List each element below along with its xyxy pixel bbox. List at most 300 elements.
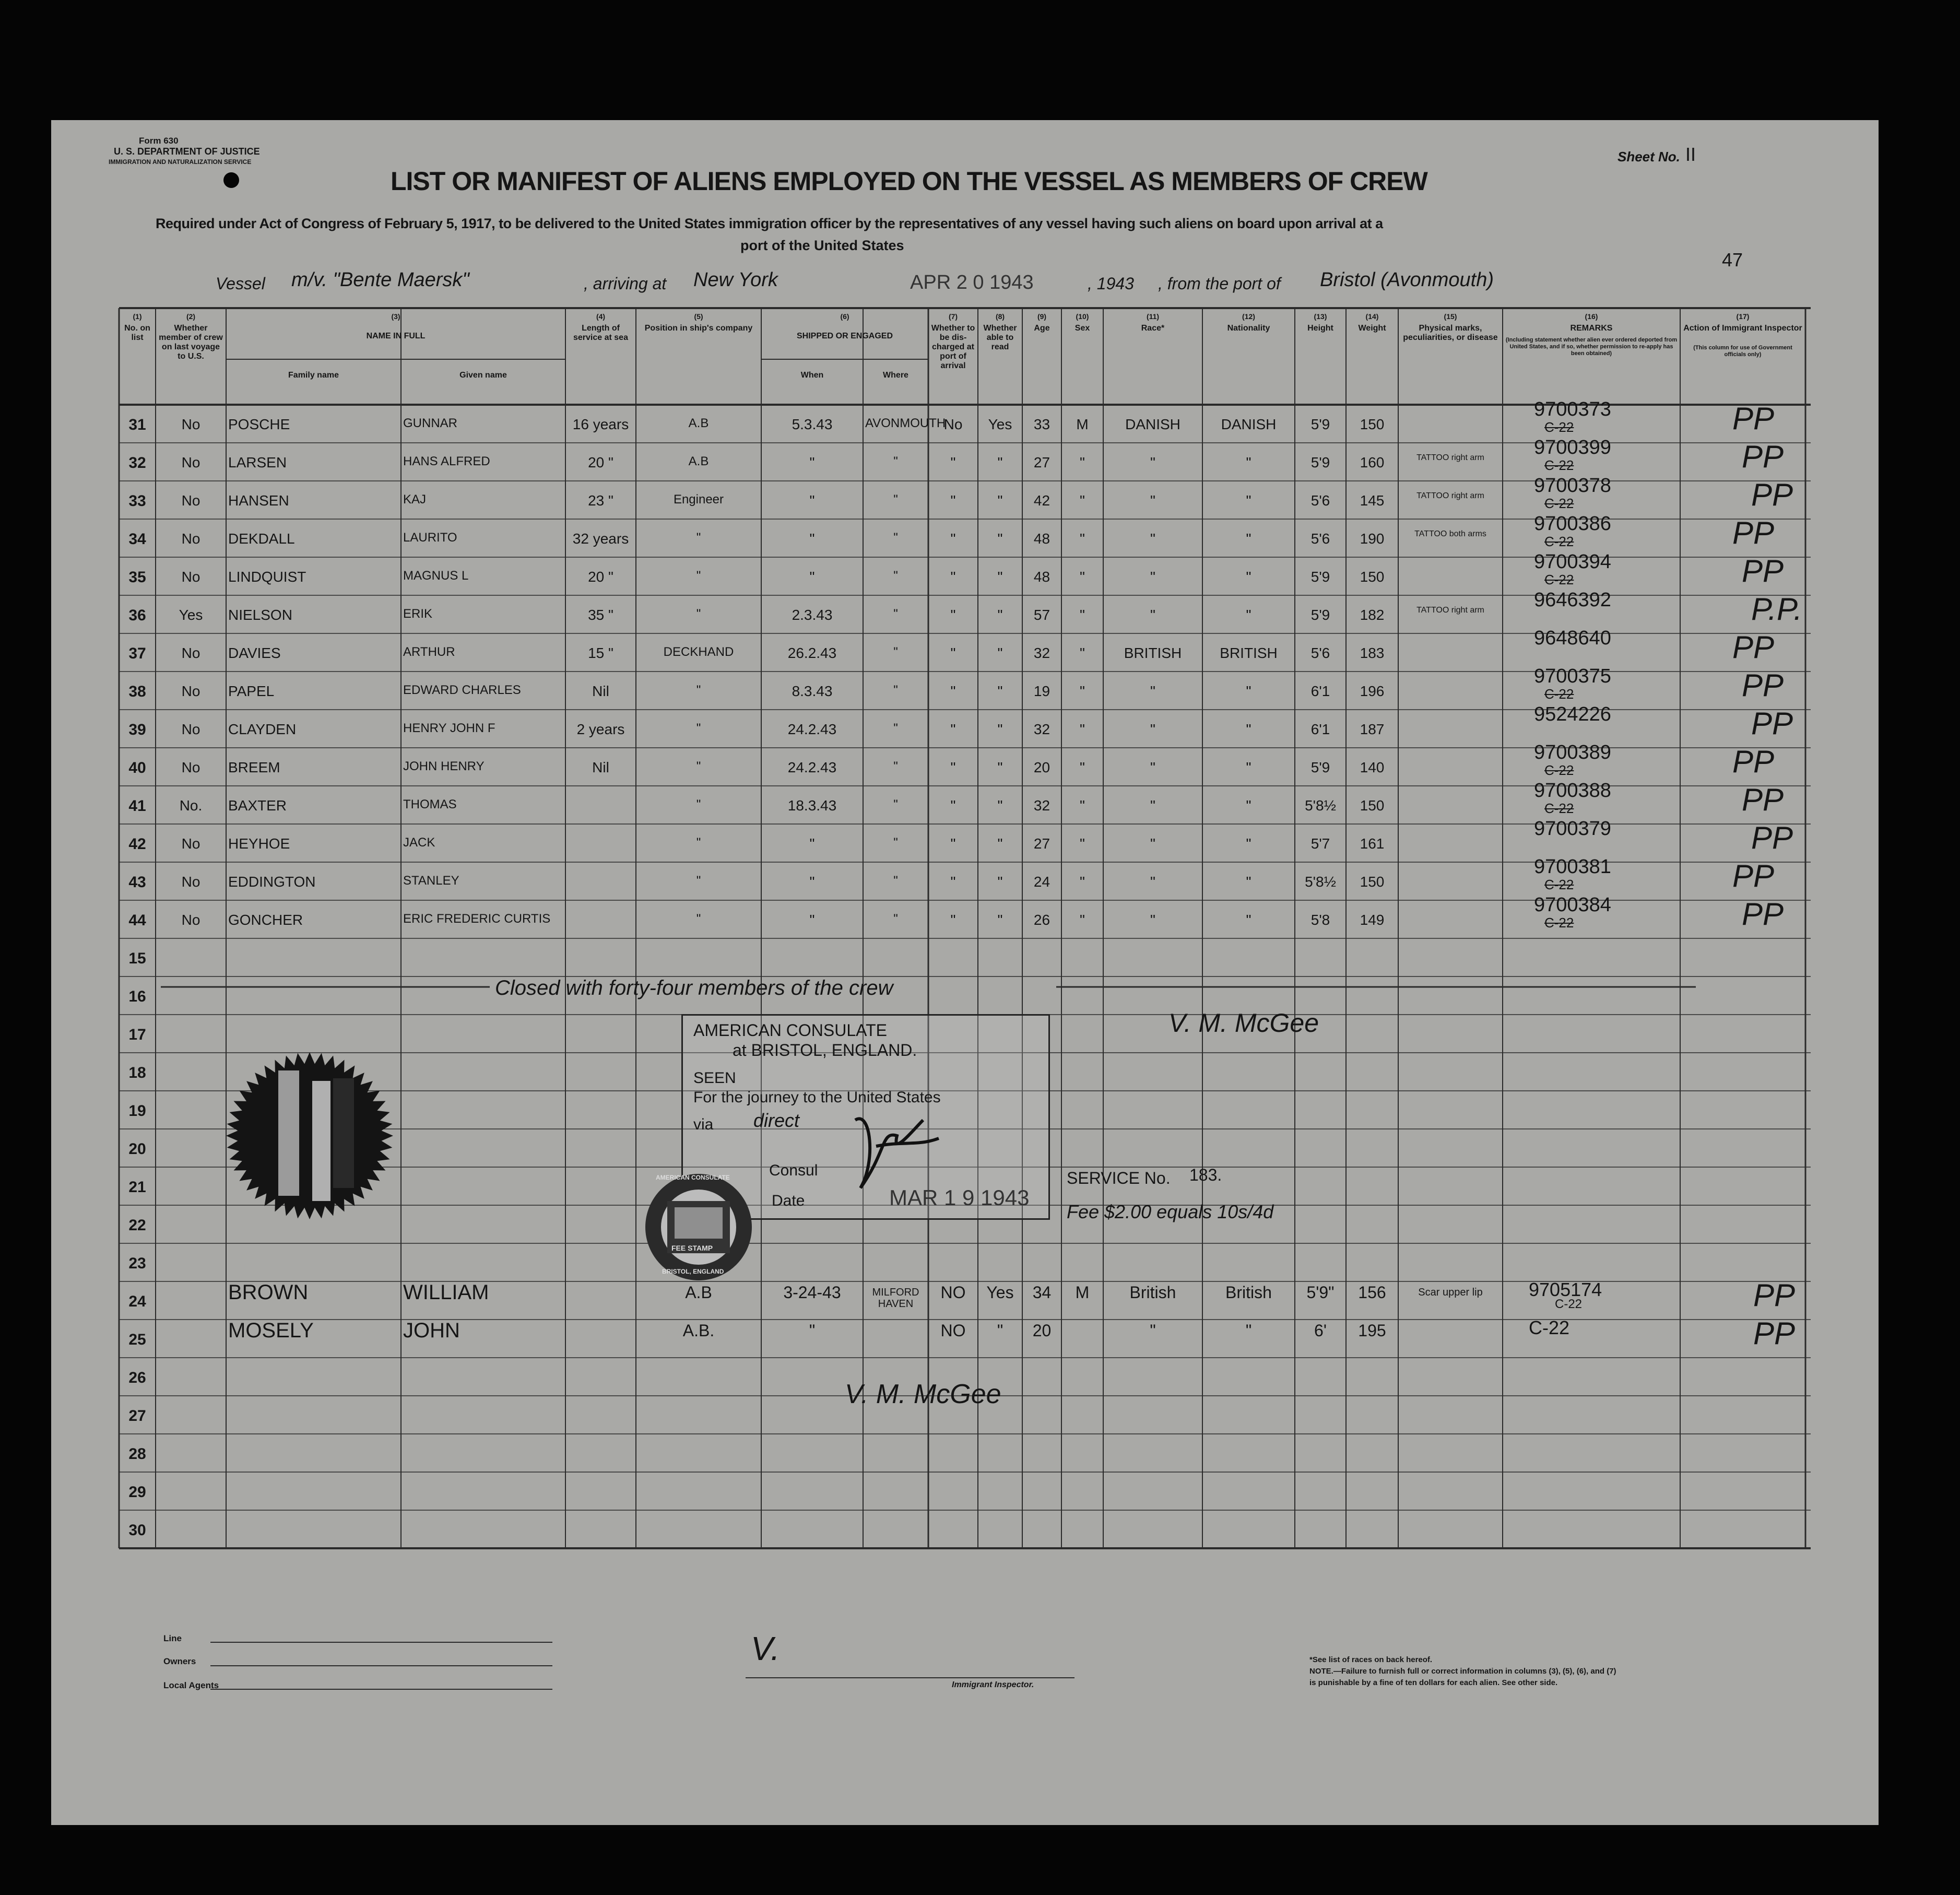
cell-remark: 9646392 bbox=[1534, 589, 1611, 611]
cell-remark-code: C-22 bbox=[1544, 496, 1574, 511]
consulate-line-2: at BRISTOL, ENGLAND. bbox=[733, 1041, 917, 1060]
cell-remark: 9700386 bbox=[1534, 513, 1611, 535]
cell-nat: " bbox=[1246, 569, 1251, 585]
cell-given: JOHN HENRY bbox=[403, 759, 485, 773]
cell-marks: TATTOO right arm bbox=[1416, 606, 1484, 615]
header-c12: Nationality bbox=[1227, 324, 1270, 333]
cell-height: 5'9 bbox=[1310, 759, 1330, 775]
cell-given: STANLEY bbox=[403, 874, 459, 888]
added-cell-when: " bbox=[809, 1321, 816, 1340]
cell-given: HANS ALFRED bbox=[403, 454, 490, 468]
cell-position: DECKHAND bbox=[663, 645, 734, 659]
cell-prev: No bbox=[181, 835, 200, 852]
cell-height: 5'8½ bbox=[1305, 874, 1336, 890]
added-cell-when: 3-24-43 bbox=[783, 1283, 841, 1302]
added-cell-remark: 9705174 bbox=[1529, 1279, 1602, 1300]
cell-action: PP bbox=[1732, 630, 1775, 665]
cell-height: 5'9 bbox=[1310, 569, 1330, 585]
cell-disch: " bbox=[950, 607, 956, 623]
cell-race: " bbox=[1150, 531, 1155, 547]
cell-remark-code: C-22 bbox=[1544, 534, 1574, 549]
cell-read: " bbox=[997, 835, 1003, 852]
row-number: 19 bbox=[128, 1102, 146, 1120]
sheet-label: Sheet No. bbox=[1617, 149, 1680, 164]
footer-agents-label: Local Agents bbox=[163, 1680, 219, 1690]
header-c3-num: (3) bbox=[391, 312, 400, 321]
cell-position: " bbox=[696, 759, 701, 773]
cell-remark-code: C-22 bbox=[1544, 801, 1574, 816]
cell-race: " bbox=[1150, 454, 1155, 470]
added-cell-age: 34 bbox=[1032, 1283, 1052, 1302]
cell-sex: " bbox=[1080, 645, 1085, 661]
cell-position: " bbox=[696, 912, 701, 926]
cell-disch: " bbox=[950, 835, 956, 852]
cell-position: " bbox=[696, 797, 701, 811]
cell-prev: No bbox=[181, 912, 200, 928]
cell-position: " bbox=[696, 874, 701, 888]
cell-action: PP bbox=[1732, 515, 1775, 550]
cell-remark: 9700388 bbox=[1534, 780, 1611, 802]
header-c15: Physical marks, peculiarities, or disease bbox=[1403, 324, 1498, 342]
cell-weight: 160 bbox=[1360, 454, 1385, 470]
added-cell-height: 6' bbox=[1314, 1321, 1327, 1340]
row-number: 27 bbox=[128, 1407, 146, 1425]
header-c5: Position in ship's company bbox=[644, 324, 753, 333]
cell-service: Nil bbox=[592, 759, 609, 775]
row-number: 16 bbox=[128, 988, 146, 1005]
consulate-line-1: AMERICAN CONSULATE bbox=[693, 1021, 888, 1040]
cell-when: 26.2.43 bbox=[787, 645, 837, 661]
closing-note: Closed with forty-four members of the crew bbox=[495, 976, 893, 999]
cell-remark-code: C-22 bbox=[1544, 457, 1574, 473]
cell-position: " bbox=[696, 569, 701, 583]
page-title: LIST OR MANIFEST OF ALIENS EMPLOYED ON THE VESSEL AS MEMBERS OF CREW bbox=[391, 167, 1427, 196]
master-signature: V. M. McGee bbox=[1168, 1008, 1319, 1038]
service-number-label: SERVICE No. bbox=[1067, 1169, 1171, 1187]
cell-prev: No bbox=[181, 569, 200, 585]
consul-label: Consul bbox=[769, 1162, 818, 1179]
header-c8-num: (8) bbox=[995, 312, 1005, 321]
row-number: 18 bbox=[128, 1064, 146, 1081]
cell-age: 32 bbox=[1033, 797, 1050, 814]
row-number: 23 bbox=[128, 1255, 146, 1272]
cell-prev: No bbox=[181, 759, 200, 775]
cell-sex: " bbox=[1080, 721, 1085, 737]
row-number: 17 bbox=[128, 1026, 146, 1043]
cell-remark-code: C-22 bbox=[1544, 686, 1574, 702]
added-cell-action: PP bbox=[1753, 1316, 1796, 1351]
cell-when: 5.3.43 bbox=[792, 416, 833, 432]
cell-race: " bbox=[1150, 569, 1155, 585]
added-cell-family: MOSELY bbox=[228, 1319, 314, 1342]
cell-disch: " bbox=[950, 645, 956, 661]
header-c1: No. on list bbox=[124, 324, 150, 342]
row-number: 25 bbox=[128, 1331, 146, 1348]
cell-when: " bbox=[809, 835, 815, 852]
header-c4: Length of service at sea bbox=[573, 324, 628, 342]
row-number: 15 bbox=[128, 950, 146, 967]
cell-age: 48 bbox=[1033, 569, 1050, 585]
cell-service: 23 " bbox=[588, 492, 613, 509]
cell-age: 19 bbox=[1033, 683, 1050, 699]
cell-where: " bbox=[893, 454, 898, 468]
header-remarks-sub: (Including statement whether alien ever ordered deported from United States, and if so, whether permission to re-apply has been obtained) bbox=[1505, 337, 1678, 357]
cell-disch: " bbox=[950, 721, 956, 737]
cell-given: EDWARD CHARLES bbox=[403, 683, 521, 697]
cell-read: " bbox=[997, 683, 1003, 699]
added-cell-position: A.B. bbox=[682, 1321, 715, 1340]
punch-hole bbox=[223, 172, 239, 188]
header-when: When bbox=[800, 371, 824, 380]
cell-race: " bbox=[1150, 912, 1155, 928]
cell-where: " bbox=[893, 721, 898, 735]
cell-race: " bbox=[1150, 874, 1155, 890]
cell-nat: " bbox=[1246, 531, 1251, 547]
cell-read: Yes bbox=[988, 416, 1012, 432]
cell-weight: 161 bbox=[1360, 835, 1385, 852]
added-cell-disch: NO bbox=[940, 1283, 966, 1302]
cell-height: 5'8½ bbox=[1305, 797, 1336, 814]
cell-service: Nil bbox=[592, 683, 609, 699]
cell-age: 27 bbox=[1033, 454, 1050, 470]
added-cell-family: BROWN bbox=[228, 1281, 309, 1304]
cell-nat: " bbox=[1246, 454, 1251, 470]
cell-remark: 9700399 bbox=[1534, 437, 1611, 458]
cell-position: A.B bbox=[688, 454, 709, 468]
cell-service: 20 " bbox=[588, 454, 613, 470]
cell-family: BAXTER bbox=[228, 797, 287, 814]
row-number: 30 bbox=[128, 1522, 146, 1539]
subtitle-line-1: Required under Act of Congress of February 5, 1917, to be delivered to the United States immigration officer by the representatives of any vessel having such aliens on board upon arrival at a bbox=[156, 216, 1383, 231]
cell-when: 24.2.43 bbox=[787, 721, 837, 737]
added-cell-weight: 156 bbox=[1358, 1283, 1386, 1302]
cell-no: 35 bbox=[128, 569, 146, 586]
cell-prev: No bbox=[181, 721, 200, 737]
cell-remark-code: C-22 bbox=[1544, 877, 1574, 892]
subtitle-line-2: port of the United States bbox=[740, 238, 904, 253]
cell-service: 15 " bbox=[588, 645, 613, 661]
cell-marks: TATTOO both arms bbox=[1414, 529, 1486, 538]
cell-nat: DANISH bbox=[1221, 416, 1277, 432]
cell-read: " bbox=[997, 759, 1003, 775]
cell-service: 32 years bbox=[572, 531, 629, 547]
added-cell-remark: C-22 bbox=[1529, 1317, 1570, 1338]
cell-remark-code: C-22 bbox=[1544, 762, 1574, 778]
from-label: , from the port of bbox=[1158, 274, 1281, 293]
header-action-sub: (This column for use of Government officials only) bbox=[1693, 345, 1792, 358]
cell-age: 20 bbox=[1033, 759, 1050, 775]
cell-no: 31 bbox=[128, 416, 146, 433]
cell-remark: 9700394 bbox=[1534, 551, 1611, 573]
cell-race: " bbox=[1150, 835, 1155, 852]
cell-position: " bbox=[696, 683, 701, 697]
cell-read: " bbox=[997, 531, 1003, 547]
cell-when: " bbox=[809, 874, 815, 890]
cell-where: " bbox=[893, 607, 898, 621]
consul-signature bbox=[840, 1099, 944, 1204]
cell-when: " bbox=[809, 454, 815, 470]
cell-disch: " bbox=[950, 874, 956, 890]
header-c5-num: (5) bbox=[694, 312, 703, 321]
cell-remark-code: C-22 bbox=[1544, 419, 1574, 435]
cell-prev: No bbox=[181, 416, 200, 432]
header-c2: Whether member of crew on last voyage to U.S. bbox=[159, 324, 223, 361]
cell-no: 43 bbox=[128, 874, 146, 891]
cell-given: JACK bbox=[403, 835, 435, 850]
added-cell-remark-code: C-22 bbox=[1555, 1297, 1583, 1311]
added-cell-race: British bbox=[1129, 1283, 1176, 1302]
added-cell-marks: Scar upper lip bbox=[1418, 1287, 1483, 1298]
cell-where: " bbox=[893, 835, 898, 850]
cell-position: Engineer bbox=[673, 492, 724, 507]
arriving-label: , arriving at bbox=[584, 274, 667, 293]
cell-when: 18.3.43 bbox=[787, 797, 837, 814]
cell-family: GONCHER bbox=[228, 912, 303, 928]
cell-weight: 183 bbox=[1360, 645, 1385, 661]
cell-position: " bbox=[696, 607, 701, 621]
cell-no: 37 bbox=[128, 645, 146, 662]
cell-remark: 9700389 bbox=[1534, 741, 1611, 763]
added-cell-disch: NO bbox=[940, 1321, 966, 1340]
cell-when: 24.2.43 bbox=[787, 759, 837, 775]
cell-action: PP bbox=[1751, 706, 1793, 741]
cell-prev: No. bbox=[179, 797, 203, 814]
header-c7-num: (7) bbox=[948, 312, 958, 321]
cell-nat: " bbox=[1246, 874, 1251, 890]
cell-position: " bbox=[696, 835, 701, 850]
cell-disch: " bbox=[950, 492, 956, 509]
cell-weight: 150 bbox=[1360, 416, 1385, 432]
vessel-value: m/v. "Bente Maersk" bbox=[291, 269, 469, 291]
cell-family: PAPEL bbox=[228, 683, 275, 699]
cell-where: " bbox=[893, 797, 898, 811]
row-number: 29 bbox=[128, 1484, 146, 1501]
cell-when: " bbox=[809, 492, 815, 509]
cell-family: LARSEN bbox=[228, 454, 287, 470]
cell-read: " bbox=[997, 454, 1003, 470]
cell-nat: BRITISH bbox=[1220, 645, 1278, 661]
page-number: 47 bbox=[1722, 249, 1743, 270]
cell-when: " bbox=[809, 912, 815, 928]
cell-action: PP bbox=[1751, 477, 1793, 512]
cell-age: 32 bbox=[1033, 721, 1050, 737]
seen-label: SEEN bbox=[693, 1069, 736, 1087]
cell-family: CLAYDEN bbox=[228, 721, 297, 737]
cell-height: 5'6 bbox=[1310, 531, 1330, 547]
cell-read: " bbox=[997, 721, 1003, 737]
cell-disch: " bbox=[950, 912, 956, 928]
cell-given: ARTHUR bbox=[403, 645, 455, 659]
cell-remark: 9648640 bbox=[1534, 627, 1611, 649]
cell-service: 2 years bbox=[576, 721, 625, 737]
inspector-label: Immigrant Inspector. bbox=[952, 1680, 1034, 1689]
row-number: 24 bbox=[128, 1293, 146, 1310]
cell-disch: " bbox=[950, 683, 956, 699]
cell-given: MAGNUS L bbox=[403, 569, 469, 583]
cell-when: " bbox=[809, 531, 815, 547]
header-c2-num: (2) bbox=[186, 312, 196, 321]
cell-remark-code: C-22 bbox=[1544, 572, 1574, 587]
cell-when: 2.3.43 bbox=[792, 607, 833, 623]
header-c10-num: (10) bbox=[1076, 312, 1089, 321]
cell-age: 33 bbox=[1033, 416, 1050, 432]
cell-where: " bbox=[893, 492, 898, 507]
cell-sex: " bbox=[1080, 492, 1085, 509]
cell-sex: " bbox=[1080, 835, 1085, 852]
added-cell-weight: 195 bbox=[1358, 1321, 1386, 1340]
cell-height: 5'6 bbox=[1310, 645, 1330, 661]
cell-family: DEKDALL bbox=[228, 531, 295, 547]
cell-where: " bbox=[893, 645, 898, 659]
cell-action: PP bbox=[1742, 897, 1784, 932]
cell-no: 41 bbox=[128, 797, 146, 815]
form-number: Form 630 bbox=[139, 136, 179, 146]
added-cell-nat: " bbox=[1245, 1321, 1252, 1340]
footer-line-label: Line bbox=[163, 1633, 182, 1643]
header-c11: Race* bbox=[1141, 324, 1165, 333]
cell-weight: 149 bbox=[1360, 912, 1385, 928]
cell-disch: " bbox=[950, 454, 956, 470]
cell-height: 5'9 bbox=[1310, 416, 1330, 432]
cell-read: " bbox=[997, 645, 1003, 661]
cell-given: KAJ bbox=[403, 492, 427, 507]
cell-race: BRITISH bbox=[1124, 645, 1182, 661]
cell-disch: " bbox=[950, 569, 956, 585]
cell-height: 5'6 bbox=[1310, 492, 1330, 509]
cell-race: " bbox=[1150, 759, 1155, 775]
header-c3: NAME IN FULL bbox=[366, 332, 426, 340]
cell-action: PP bbox=[1732, 858, 1775, 893]
cell-service: 35 " bbox=[588, 607, 613, 623]
year-label: , 1943 bbox=[1088, 274, 1134, 293]
header-c7: Whether to be dis-charged at port of arrival bbox=[931, 324, 975, 370]
cell-read: " bbox=[997, 912, 1003, 928]
cell-action: PP bbox=[1742, 439, 1784, 474]
cell-read: " bbox=[997, 569, 1003, 585]
via-label: via bbox=[693, 1116, 714, 1133]
cell-race: " bbox=[1150, 492, 1155, 509]
header-c9: Age bbox=[1034, 324, 1050, 333]
department-name: U. S. DEPARTMENT OF JUSTICE bbox=[114, 146, 260, 157]
cell-remark: 9700378 bbox=[1534, 475, 1611, 497]
cell-given: HENRY JOHN F bbox=[403, 721, 495, 735]
cell-sex: M bbox=[1076, 416, 1089, 432]
cell-remark: 9700384 bbox=[1534, 894, 1611, 916]
added-cell-age: 20 bbox=[1032, 1321, 1052, 1340]
cell-action: PP bbox=[1742, 554, 1784, 588]
header-c14: Weight bbox=[1358, 324, 1386, 333]
header-c8: Whether able to read bbox=[983, 324, 1017, 351]
added-cell-position: A.B bbox=[685, 1283, 712, 1302]
cell-action: PP bbox=[1742, 668, 1784, 703]
cell-action: PP bbox=[1751, 820, 1793, 855]
header-c4-num: (4) bbox=[596, 312, 606, 321]
cell-where: " bbox=[893, 912, 898, 926]
header-c16-num: (16) bbox=[1585, 312, 1598, 321]
cell-given: GUNNAR bbox=[403, 416, 458, 430]
added-cell-nat: British bbox=[1225, 1283, 1272, 1302]
cell-read: " bbox=[997, 874, 1003, 890]
cell-remark: 9524226 bbox=[1534, 703, 1611, 725]
cell-remark: 9700381 bbox=[1534, 856, 1611, 878]
cell-family: HEYHOE bbox=[228, 835, 290, 852]
cell-family: NIELSON bbox=[228, 607, 292, 623]
added-cell-read: " bbox=[997, 1321, 1003, 1340]
cell-family: EDDINGTON bbox=[228, 874, 316, 890]
cell-weight: 150 bbox=[1360, 569, 1385, 585]
row-number: 21 bbox=[128, 1179, 146, 1196]
cell-weight: 150 bbox=[1360, 874, 1385, 890]
cell-nat: " bbox=[1246, 492, 1251, 509]
added-cell-race: " bbox=[1150, 1321, 1156, 1340]
cell-read: " bbox=[997, 797, 1003, 814]
cell-remark-code: C-22 bbox=[1544, 915, 1574, 931]
cell-weight: 145 bbox=[1360, 492, 1385, 509]
cell-family: LINDQUIST bbox=[228, 569, 306, 585]
header-c9-num: (9) bbox=[1037, 312, 1047, 321]
footer-note-3: is punishable by a fine of ten dollars for each alien. See other side. bbox=[1309, 1678, 1558, 1687]
cell-weight: 150 bbox=[1360, 797, 1385, 814]
cell-height: 5'9 bbox=[1310, 607, 1330, 623]
cell-read: " bbox=[997, 492, 1003, 509]
cell-marks: TATTOO right arm bbox=[1416, 491, 1484, 500]
cell-sex: " bbox=[1080, 569, 1085, 585]
vessel-label: Vessel bbox=[216, 274, 265, 293]
header-c1-num: (1) bbox=[133, 312, 142, 321]
cell-prev: No bbox=[181, 645, 200, 661]
cell-weight: 187 bbox=[1360, 721, 1385, 737]
cell-height: 5'7 bbox=[1310, 835, 1330, 852]
cell-age: 42 bbox=[1033, 492, 1050, 509]
cell-age: 26 bbox=[1033, 912, 1050, 928]
cell-prev: No bbox=[181, 531, 200, 547]
added-cell-where: MILFORD HAVEN bbox=[872, 1287, 919, 1310]
cell-position: " bbox=[696, 531, 701, 545]
embossed-seal bbox=[221, 1050, 398, 1222]
header-c13: Height bbox=[1307, 324, 1333, 333]
row-number: 28 bbox=[128, 1445, 146, 1463]
row-number: 26 bbox=[128, 1369, 146, 1386]
header-c17-num: (17) bbox=[1736, 312, 1750, 321]
cell-age: 24 bbox=[1033, 874, 1050, 890]
row-number: 22 bbox=[128, 1217, 146, 1234]
cell-race: DANISH bbox=[1125, 416, 1180, 432]
cell-remark: 9700375 bbox=[1534, 665, 1611, 687]
header-c6-num: (6) bbox=[840, 312, 849, 321]
fee-stamp-label: FEE STAMP bbox=[671, 1244, 713, 1252]
cell-no: 36 bbox=[128, 607, 146, 624]
cell-action: P.P. bbox=[1751, 592, 1802, 627]
cell-disch: No bbox=[943, 416, 963, 432]
cell-where: " bbox=[893, 759, 898, 773]
cell-sex: " bbox=[1080, 607, 1085, 623]
cell-sex: " bbox=[1080, 874, 1085, 890]
header-c17: Action of Immigrant Inspector bbox=[1683, 324, 1802, 333]
cell-given: ERIK bbox=[403, 607, 433, 621]
via-value: direct bbox=[753, 1110, 800, 1131]
cell-height: 6'1 bbox=[1310, 721, 1330, 737]
manifest-sheet bbox=[51, 120, 1879, 1825]
cell-marks: TATTOO right arm bbox=[1416, 453, 1484, 462]
header-c16: REMARKS bbox=[1570, 324, 1613, 333]
cell-position: " bbox=[696, 721, 701, 735]
stamp-date-value: MAR 1 9 1943 bbox=[889, 1185, 1030, 1210]
cell-weight: 140 bbox=[1360, 759, 1385, 775]
header-where: Where bbox=[883, 371, 908, 380]
header-family-name: Family name bbox=[288, 371, 339, 380]
cell-race: " bbox=[1150, 721, 1155, 737]
header-c11-num: (11) bbox=[1146, 312, 1160, 321]
